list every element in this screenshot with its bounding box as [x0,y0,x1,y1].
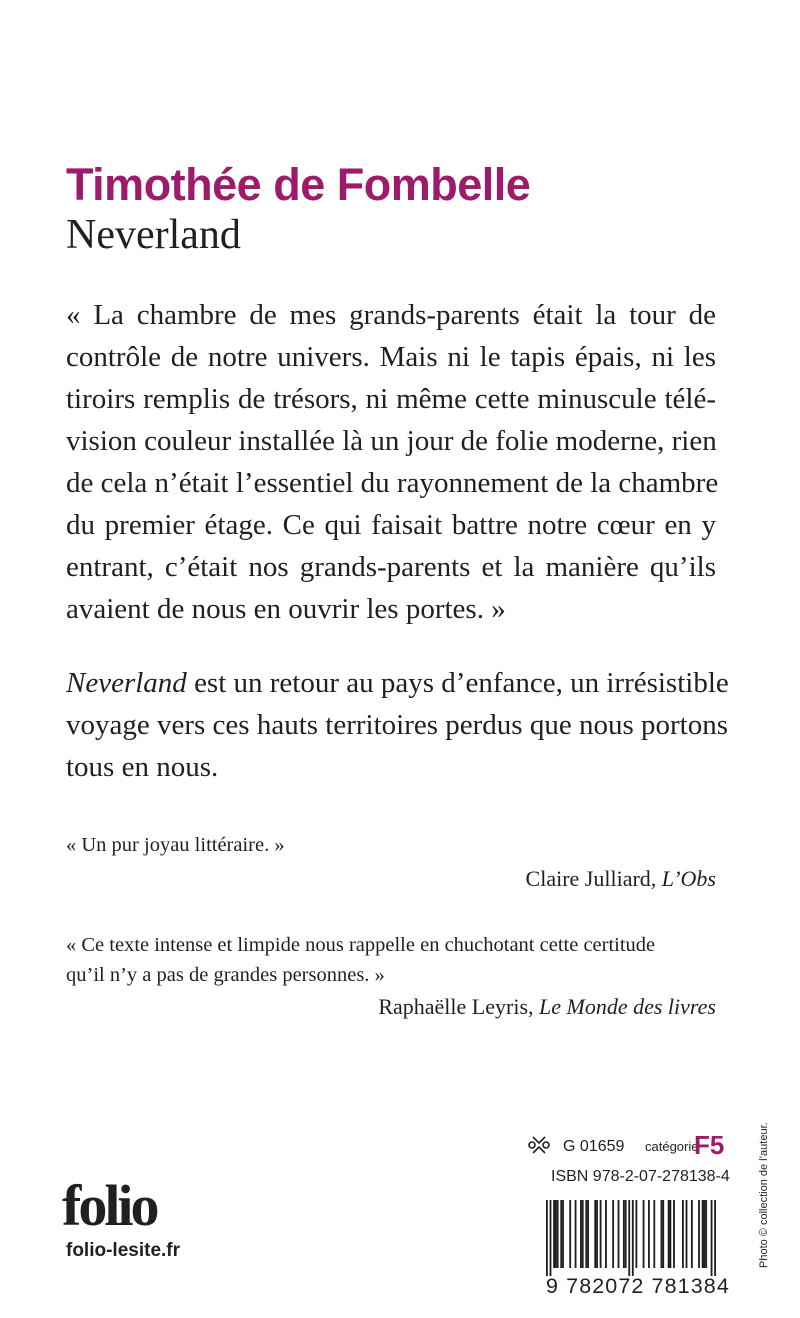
review-1 [66,830,716,894]
barcode-bar [585,1200,587,1268]
review-author: Raphaëlle Leyris, [378,994,540,1019]
barcode-bar [682,1200,684,1268]
barcode-bar [612,1200,614,1268]
barcode-bar [669,1200,671,1268]
barcode-bar [553,1200,555,1268]
barcode-bar [555,1200,557,1268]
barcode-bar [625,1200,627,1268]
description-line: voyage vers ces hauts territoires perdus que nous portons [66,709,729,741]
barcode-bar [546,1200,548,1276]
barcode-bar [673,1200,675,1268]
quote-line: avaient de nous en ouvrir les portes. » [66,593,506,625]
barcode-bar [714,1200,716,1276]
book-description [66,662,729,788]
barcode-bar [587,1200,589,1268]
barcode-bar [582,1200,584,1268]
barcode-bar [594,1200,596,1268]
publisher-website: folio-lesite.fr [66,1240,181,1261]
barcode-bar [691,1200,693,1268]
photo-credit: Photo © collection de l’auteur. [758,1122,770,1268]
barcode-bar [550,1200,552,1276]
quote-line: du premier étage. Ce qui faisait battre notre cœur en y [66,509,716,541]
barcode-digits: 9 782072 781384 [546,1274,730,1298]
barcode-bar [635,1200,637,1268]
review-source: L’Obs [661,866,716,891]
barcode-bar [557,1200,559,1268]
barcode-bar [623,1200,625,1268]
barcode-bar [653,1200,655,1268]
barcode-bar [600,1200,602,1268]
barcode-bar [632,1200,634,1276]
review-author: Claire Julliard, [525,866,662,891]
review-text: « Un pur joyau littéraire. » [66,834,285,856]
barcode-bar [560,1200,562,1268]
book-title: Neverland [66,212,241,258]
quote-line: tiroirs remplis de trésors, ni même cette minuscule télé- [66,383,716,415]
review-attribution [66,992,716,1022]
review-text: « Ce texte intense et limpide nous rappelle en chuchotant cette certitude [66,934,656,956]
quote-line: vision couleur installée là un jour de folie moderne, rien [66,425,717,457]
author-name: Timothée de Fombelle [66,159,531,210]
product-code-row [527,1130,725,1162]
barcode-bar [575,1200,577,1268]
barcode-bar [628,1200,630,1276]
barcode-bar [662,1200,664,1268]
category-label: catégorie [645,1139,699,1154]
barcode-bar [605,1200,607,1268]
barcode-bar [703,1200,705,1268]
publisher-logo: folio [62,1173,157,1238]
barcode-bar [668,1200,670,1268]
barcode-bar [702,1200,704,1268]
description-line: tous en nous. [66,751,219,783]
barcode-bar [643,1200,645,1268]
description-title-italic: Neverland [66,667,187,699]
isbn: ISBN 978-2-07-278138-4 [551,1168,730,1185]
barcode-bar [562,1200,564,1268]
barcode-bar [698,1200,700,1268]
review-text: qu’il n’y a pas de grandes personnes. » [66,964,385,986]
category-badge: F5 [694,1130,725,1160]
barcode-bar [711,1200,713,1276]
back-cover-quote [66,294,719,630]
barcode-bar [686,1200,688,1268]
barcode-bar [661,1200,663,1268]
description-line [66,662,729,704]
barcode [546,1200,716,1276]
product-code: G 01659 [563,1138,625,1155]
quote-line: entrant, c’était nos grands-parents et la manière qu’ils [66,551,716,583]
review-2 [66,930,716,1022]
barcode-bar [618,1200,620,1268]
barcode-bar [580,1200,582,1268]
quote-line: de cela n’était l’essentiel du rayonnement de la chambre [66,467,719,499]
barcode-bar [648,1200,650,1268]
review-source: Le Monde des livres [539,994,716,1019]
description-line-rest: est un retour au pays d’enfance, un irrésistible [186,667,729,699]
barcode-bar [569,1200,571,1268]
barcode-bar [705,1200,707,1268]
folio-glyph-icon [527,1134,551,1156]
quote-line: « La chambre de mes grands-parents était la tour de [66,299,716,331]
review-attribution [66,864,716,894]
barcode-bar [596,1200,598,1268]
quote-line: contrôle de notre univers. Mais ni le tapis épais, ni les [66,341,716,373]
